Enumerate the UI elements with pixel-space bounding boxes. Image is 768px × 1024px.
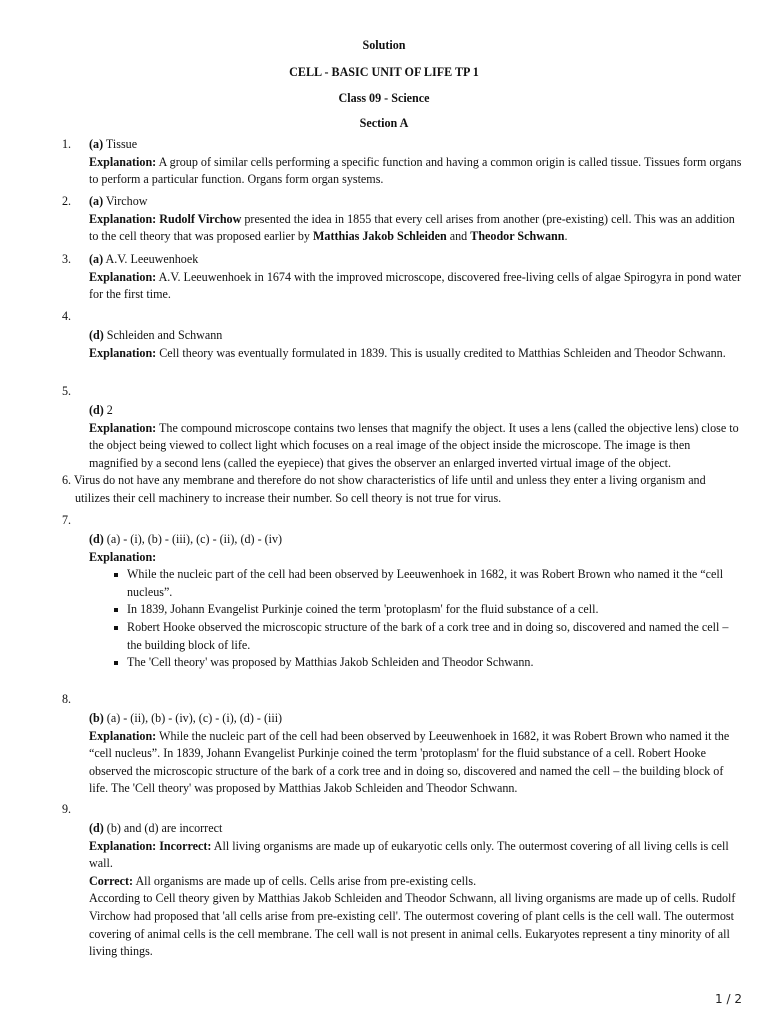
question-6-text: 6. Virus do not have any membrane and therefore do not show characteristics of life until and unless they enter a living organism and utilizes their cell machinery to increase their number. So cell theory is not true for virus. [62, 473, 706, 505]
doc-heading: Solution [362, 38, 406, 52]
question-number: 5. [62, 384, 72, 398]
answer-line: (d) Schleiden and Schwann [89, 328, 223, 342]
question-number: 3. [62, 252, 72, 266]
list-item: Robert Hooke observed the microscopic structure of the bark of a cork tree and in doing so, discovered and named the cell – the building block of life. [127, 619, 742, 654]
question-5 [62, 383, 742, 472]
answer-line: (b) (a) - (ii), (b) - (iv), (c) - (i), (d) - (iii) [89, 711, 283, 725]
answer-line: (d) (b) and (d) are incorrect [89, 821, 223, 835]
page-number: 1 / 2 [715, 992, 742, 1006]
question-number: 7. [62, 513, 72, 527]
question-number: 2. [62, 194, 72, 208]
question-number: 1. [62, 137, 72, 151]
answer-line: (d) (a) - (i), (b) - (iii), (c) - (ii), (d) - (iv) [89, 532, 283, 546]
question-number: 4. [62, 309, 72, 323]
question-1 [62, 136, 742, 189]
doc-title: CELL - BASIC UNIT OF LIFE TP 1 [289, 65, 479, 79]
section-title: Section A [359, 116, 409, 130]
list-item: The 'Cell theory' was proposed by Matthias Jakob Schleiden and Theodor Schwann. [127, 654, 742, 672]
explanation: Explanation: Cell theory was eventually formulated in 1839. This is usually credited to Matthias Schleiden and Theodor Schwann. [89, 345, 726, 360]
explanation: Explanation: Incorrect: All living organisms are made up of eukaryotic cells only. The outermost covering of all living cells is cell wall. [89, 838, 729, 871]
answer-line: (a) Tissue [89, 137, 138, 151]
explanation-label: Explanation: [89, 549, 157, 564]
question-9 [62, 801, 742, 961]
question-3 [62, 251, 742, 304]
correct-statement: Correct: All organisms are made up of cells. Cells arise from pre-existing cells. [89, 873, 477, 888]
explanation: Explanation: While the nucleic part of the cell had been observed by Leeuwenhoek in 1682, it was Robert Brown who named it the “cell nucleus”. In 1839, Johann Evangelist Purkinje coined the term 'protoplasm' for the fluid substance of a cell. Robert Hooke observed the microscopic structure of the bark of a cork tree and in doing so, discovered and named the cell – the building block of life. The 'Cell theory' was proposed by Matthias Jakob Schleiden and Theodor Schwann. [89, 728, 730, 796]
class-line: Class 09 - Science [338, 91, 430, 105]
answer-line: (d) 2 [89, 403, 113, 417]
question-6 [62, 472, 738, 507]
question-number: 8. [62, 692, 72, 706]
explanation: Explanation: The compound microscope contains two lenses that magnify the object. It uses a lens (called the objective lens) close to the object being viewed to collect light which focuses on a real image of the object inside the microscope. The image is then magnified by a second lens (called the eyepiece) that gives the observer an enlarged inverted virtual image of the object. [89, 420, 739, 470]
question-4 [62, 308, 742, 362]
explanation: Explanation: A.V. Leeuwenhoek in 1674 with the improved microscope, discovered free-living cells of algae Spirogyra in pond water for the first time. [89, 269, 742, 302]
question-8 [62, 691, 742, 798]
answer-line: (a) Virchow [89, 194, 148, 208]
list-item: In 1839, Johann Evangelist Purkinje coined the term 'protoplasm' for the fluid substance of a cell. [127, 601, 742, 619]
answer-line: (a) A.V. Leeuwenhoek [89, 252, 199, 266]
explanation-paragraph: According to Cell theory given by Matthias Jakob Schleiden and Theodor Schwann, all living organisms are made up of cells. Rudolf Virchow had proposed that 'all cells arise from pre-existing cell'. The outermost covering of plant cells is the cell wall. The outermost covering of animal cells is the cell membrane. The cell wall is not present in animal cells. Eukaryotes represent a tiny minority of all living things. [89, 891, 736, 959]
explanation: Explanation: A group of similar cells performing a specific function and having a common origin is called tissue. Tissues form organs to perform a particular function. Organs form organ systems. [89, 154, 742, 187]
question-2 [62, 193, 742, 246]
explanation-list [89, 566, 742, 672]
explanation: Explanation: Rudolf Virchow presented the idea in 1855 that every cell arises from another (pre-existing) cell. This was an addition to the cell theory that was proposed earlier by Matthias Jakob Schleiden and Theodor Schwann. [89, 211, 735, 244]
list-item: While the nucleic part of the cell had been observed by Leeuwenhoek in 1682, it was Robert Brown who named it the “cell nucleus”. [127, 566, 742, 601]
question-7 [62, 512, 742, 672]
question-number: 9. [62, 802, 72, 816]
